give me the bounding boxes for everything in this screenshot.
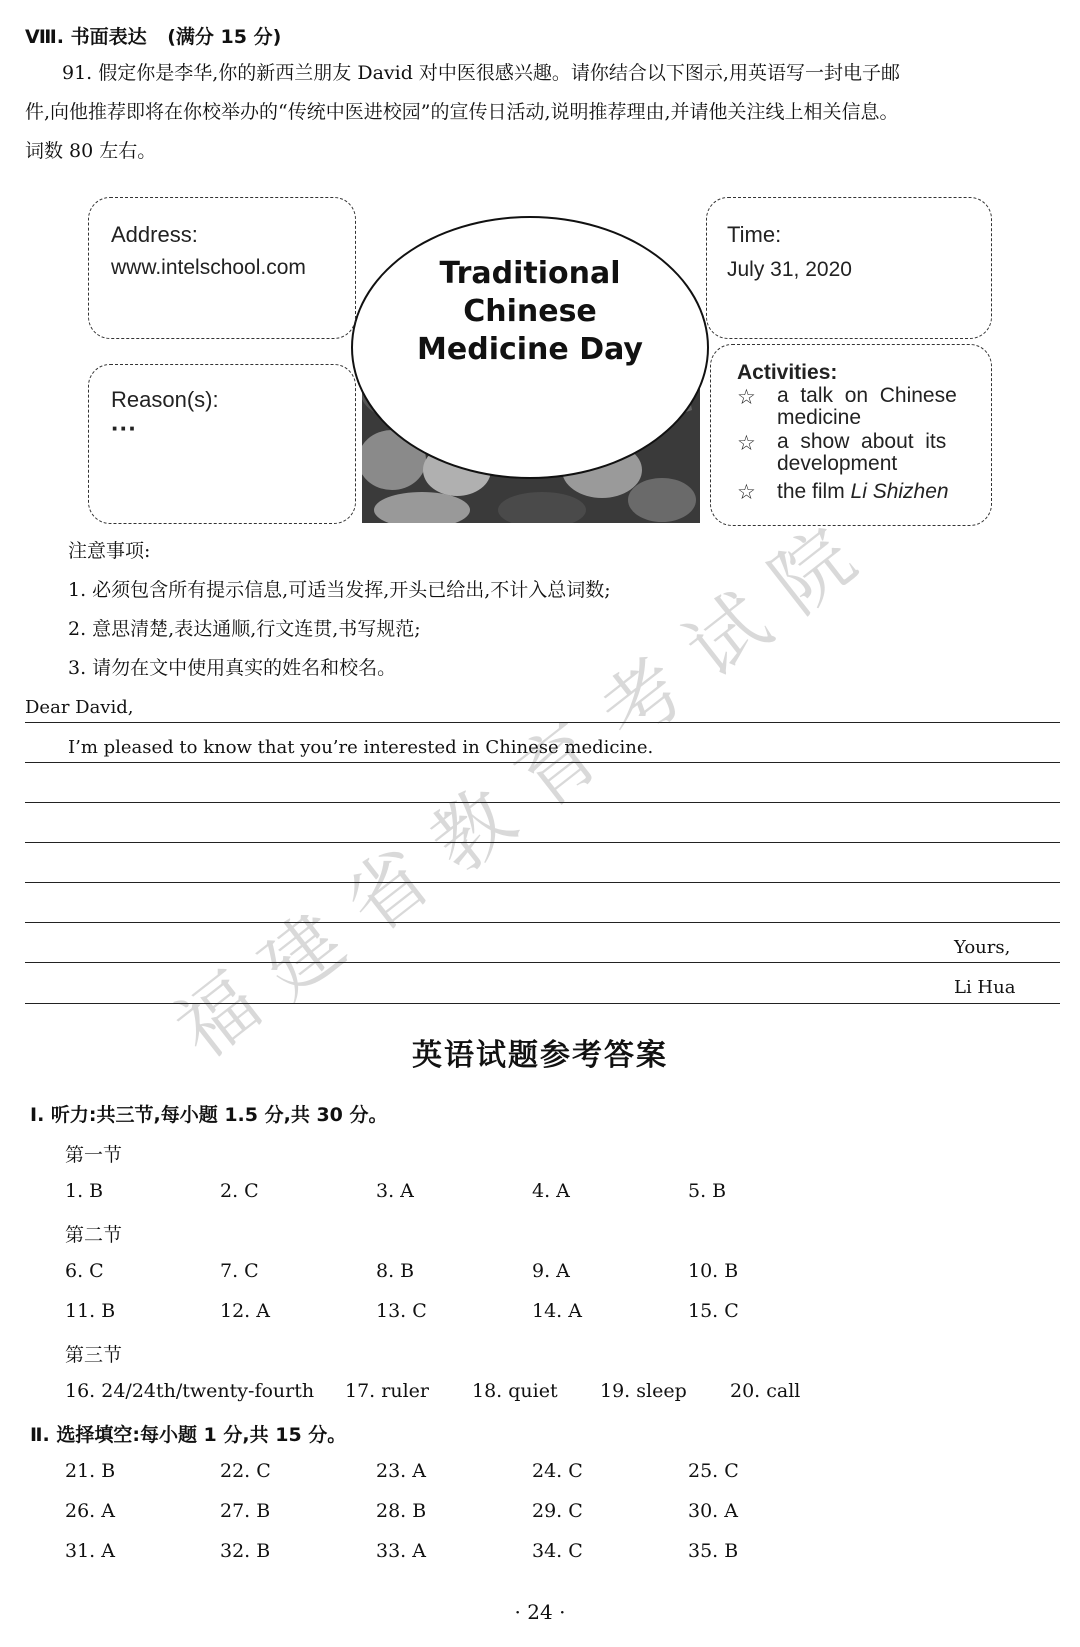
part2-heading: Ⅱ. 选择填空:每小题 1 分,共 15 分。 xyxy=(30,1424,347,1446)
answer: 2. C xyxy=(220,1180,259,1202)
answer: 8. B xyxy=(376,1260,415,1282)
subsection-label: 第三节 xyxy=(65,1344,123,1366)
letter-opening: I’m pleased to know that you’re interested in Chinese medicine. xyxy=(68,737,654,758)
film-title: Li Shizhen xyxy=(850,480,949,503)
letter-greeting: Dear David, xyxy=(25,697,134,718)
watermark-char: 教 xyxy=(414,772,532,891)
reason-value: ··· xyxy=(111,413,137,443)
answer: 14. A xyxy=(532,1300,582,1322)
writing-line xyxy=(25,842,1060,843)
poster-title xyxy=(351,255,709,369)
reason-box xyxy=(88,364,356,524)
star-icon: ☆ xyxy=(737,481,756,504)
section-heading xyxy=(25,22,281,49)
note-item: 3. 请勿在文中使用真实的姓名和校名。 xyxy=(68,657,397,679)
reason-label: Reason(s): xyxy=(111,387,219,412)
answer: 27. B xyxy=(220,1500,271,1522)
answer: 31. A xyxy=(65,1540,115,1562)
poster-title-line: Medicine Day xyxy=(417,332,643,367)
question-text-line: 91. 假定你是李华,你的新西兰朋友 David 对中医很感兴趣。请你结合以下图示,用英语写一封电子邮 xyxy=(62,62,900,84)
time-value: July 31, 2020 xyxy=(727,258,852,281)
section-score: (满分 15 分) xyxy=(167,26,282,48)
answer: 21. B xyxy=(65,1460,116,1482)
writing-line xyxy=(25,762,1060,763)
writing-line xyxy=(25,722,1060,723)
answer: 25. C xyxy=(688,1460,739,1482)
watermark-char: 院 xyxy=(754,512,872,631)
answer: 10. B xyxy=(688,1260,739,1282)
writing-line xyxy=(25,1003,1060,1004)
address-label: Address: xyxy=(111,222,198,247)
answer: 5. B xyxy=(688,1180,727,1202)
note-item: 2. 意思清楚,表达通顺,行文连贯,书写规范; xyxy=(68,618,421,640)
watermark-char: 福 xyxy=(159,957,277,1076)
answer: 35. B xyxy=(688,1540,739,1562)
answer: 9. A xyxy=(532,1260,570,1282)
answer: 7. C xyxy=(220,1260,259,1282)
answer: 22. C xyxy=(220,1460,271,1482)
part1-heading: Ⅰ. 听力:共三节,每小题 1.5 分,共 30 分。 xyxy=(30,1104,388,1126)
subsection-label: 第二节 xyxy=(65,1224,123,1246)
poster-title-line: Chinese xyxy=(463,294,597,329)
answer: 11. B xyxy=(65,1300,116,1322)
writing-line xyxy=(25,922,1060,923)
activity-item xyxy=(777,431,946,475)
watermark-char: 考 xyxy=(584,642,702,761)
answers-title: 英语试题参考答案 xyxy=(412,1038,668,1073)
activity-text: development xyxy=(777,452,898,475)
answer: 18. quiet xyxy=(472,1380,558,1402)
answer: 17. ruler xyxy=(345,1380,429,1402)
time-label: Time: xyxy=(727,222,782,247)
writing-line xyxy=(25,802,1060,803)
answer: 28. B xyxy=(376,1500,427,1522)
answer: 24. C xyxy=(532,1460,583,1482)
activities-label: Activities: xyxy=(737,361,838,384)
answer: 34. C xyxy=(532,1540,583,1562)
activity-text: medicine xyxy=(777,406,862,429)
answer: 3. A xyxy=(376,1180,414,1202)
watermark-char: 育 xyxy=(499,707,617,826)
question-text-line: 件,向他推荐即将在你校举办的“传统中医进校园”的宣传日活动,说明推荐理由,并请他关注线上相关信息。 xyxy=(25,101,899,123)
address-box xyxy=(88,197,356,339)
answer: 26. A xyxy=(65,1500,115,1522)
subsection-label: 第一节 xyxy=(65,1144,123,1166)
poster-title-line: Traditional xyxy=(439,256,621,291)
address-value: www.intelschool.com xyxy=(111,256,306,279)
answer: 33. A xyxy=(376,1540,426,1562)
watermark-char: 省 xyxy=(329,832,447,951)
notes-heading: 注意事项: xyxy=(68,540,151,562)
answer: 15. C xyxy=(688,1300,739,1322)
answer: 13. C xyxy=(376,1300,427,1322)
activity-item xyxy=(777,480,949,504)
answer: 12. A xyxy=(220,1300,270,1322)
answer: 23. A xyxy=(376,1460,426,1482)
answer: 32. B xyxy=(220,1540,271,1562)
writing-line xyxy=(25,882,1060,883)
section-title: Ⅷ. 书面表达 xyxy=(25,26,147,48)
activities-box xyxy=(710,344,992,526)
activity-text: a show about its xyxy=(777,430,947,453)
answer: 4. A xyxy=(532,1180,570,1202)
note-item: 1. 必须包含所有提示信息,可适当发挥,开头已给出,不计入总词数; xyxy=(68,579,611,601)
answer: 6. C xyxy=(65,1260,104,1282)
activity-text: a talk on Chinese xyxy=(777,384,957,407)
time-box xyxy=(706,197,992,339)
watermark-char: 试 xyxy=(669,577,787,696)
activity-text: the film xyxy=(777,480,851,503)
answer: 16. 24/24th/twenty-fourth xyxy=(65,1380,315,1402)
letter-signature: Li Hua xyxy=(954,977,1016,998)
question-text-line: 词数 80 左右。 xyxy=(25,140,157,162)
writing-line xyxy=(25,962,1060,963)
star-icon: ☆ xyxy=(737,432,756,455)
answer: 20. call xyxy=(730,1380,801,1402)
answer: 30. A xyxy=(688,1500,738,1522)
star-icon: ☆ xyxy=(737,386,756,409)
page-number: · 24 · xyxy=(514,1600,566,1624)
answer: 29. C xyxy=(532,1500,583,1522)
watermark-char: 建 xyxy=(244,897,362,1016)
answer: 19. sleep xyxy=(600,1380,687,1402)
letter-closing: Yours, xyxy=(954,937,1011,958)
answer: 1. B xyxy=(65,1180,104,1202)
activity-item xyxy=(777,385,957,429)
